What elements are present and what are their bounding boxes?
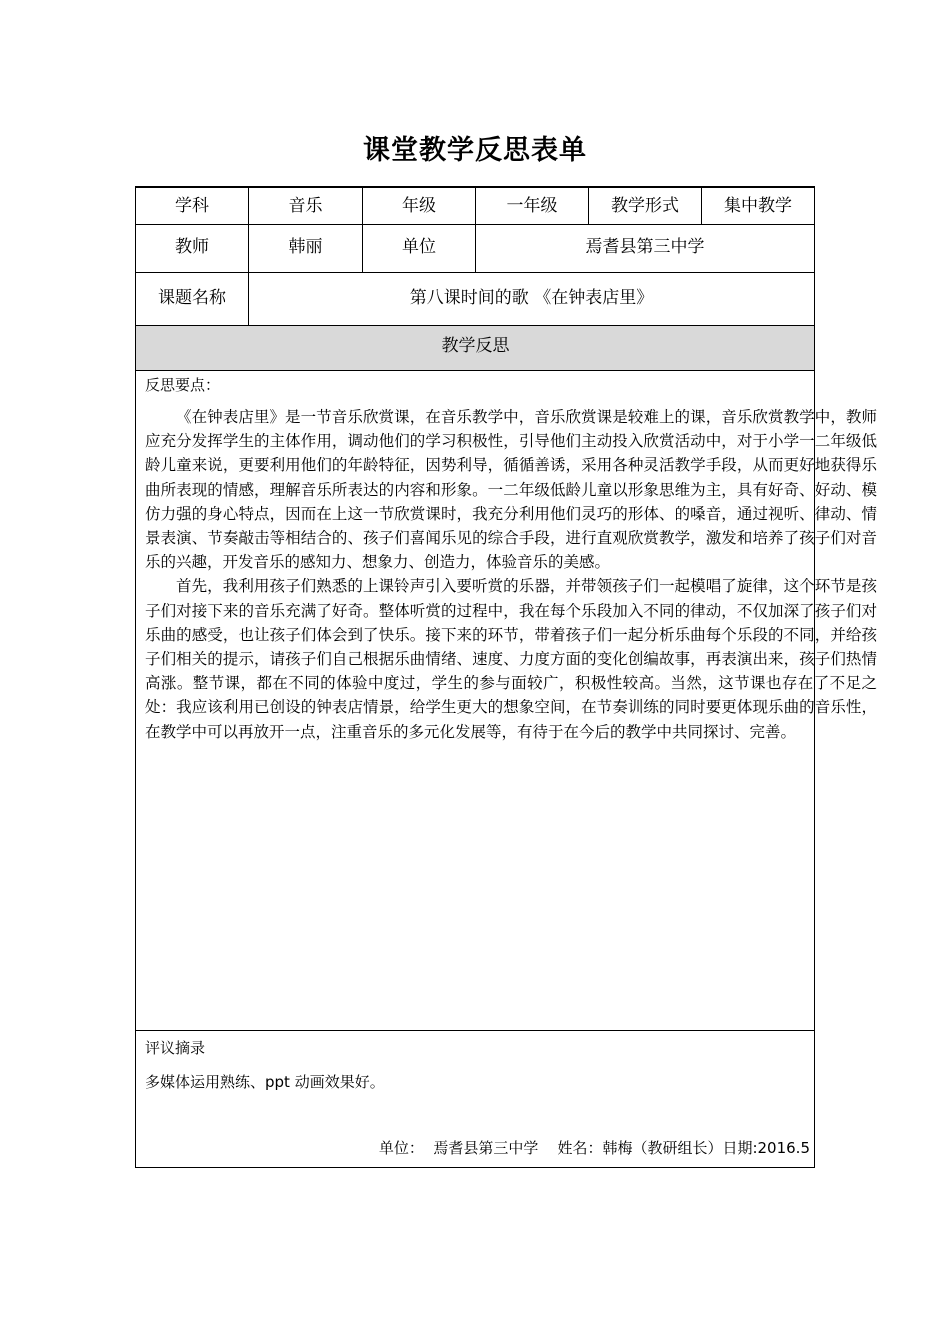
teaching-form-value: 集中教学 <box>724 195 792 216</box>
topic-value: 第八课时间的歌 《在钟表店里》 <box>409 287 654 308</box>
review-label: 评议摘录 <box>145 1039 206 1057</box>
teacher-value: 韩丽 <box>288 236 323 257</box>
teacher-label: 教师 <box>175 236 209 257</box>
table-border <box>135 1167 815 1168</box>
reflection-paragraph: 《在钟表店里》是一节音乐欣赏课，在音乐教学中，音乐欣赏课是较难上的课，音乐欣赏教学中，教师应充分发挥学生的主体作用，调动他们的学习积极性，引导他们主动投入欣赏活动中，对于小学一二年级低龄儿童来说，更要利用他们的年龄特征，因势利导，循循善诱，采用各种灵活教学手段，从而更好地获得乐曲所表现的情感，理解音乐所表达的内容和形象。一二年级低龄儿童以形象思维为主，具有好奇、好动、模仿力强的身心特点，因而在上这一节欣赏课时，我充分利用他们灵巧的形体、的嗓音，通过视听、律动、情景表演、节奏敲击等相结合的、孩子们喜闻乐见的综合手段，进行直观欣赏教学，激发和培养了孩子们对音乐的兴趣，开发音乐的感知力、想象力、创造力，体验音乐的美感。 <box>145 408 877 572</box>
teaching-form-label: 教学形式 <box>611 195 679 216</box>
subject-label: 学科 <box>175 195 209 216</box>
table-border <box>135 1030 815 1031</box>
unit-label: 单位 <box>402 236 436 257</box>
section-header: 教学反思 <box>441 335 510 356</box>
review-signature-line: 单位： 焉耆县第三中学 姓名：韩梅（教研组长）日期:2016.5 <box>378 1139 810 1157</box>
unit-value: 焉耆县第三中学 <box>585 236 705 257</box>
reflection-paragraph: 首先，我利用孩子们熟悉的上课铃声引入要听赏的乐器，并带领孩子们一起模唱了旋律，这个环节是孩子们对接下来的音乐充满了好奇。整体听赏的过程中，我在每个乐段加入不同的律动，不仅加深了孩子们对乐曲的感受，也让孩子们体会到了快乐。接下来的环节，带着孩子们一起分析乐曲每个乐段的不同，并给孩子们相关的提示，请孩子们自己根据乐曲情绪、速度、力度方面的变化创编故事，再表演出来，孩子们热情高涨。整节课，都在不同的体验中度过，学生的参与面较广，积极性较高。当然，这节课也存在了不足之处：我应该利用已创设的钟表店情景，给学生更大的想象空间，在节奏训练的同时要更体现乐曲的音乐性，在教学中可以再放开一点，注重音乐的多元化发展等，有待于在今后的教学中共同探讨、完善。 <box>145 577 877 741</box>
table-border <box>135 370 815 371</box>
grade-value: 一年级 <box>506 195 558 216</box>
reflection-body <box>145 405 877 744</box>
topic-label: 课题名称 <box>158 287 226 308</box>
page-title: 课堂教学反思表单 <box>363 135 587 166</box>
subject-value: 音乐 <box>288 195 323 216</box>
grade-label: 年级 <box>402 195 436 216</box>
review-text: 多媒体运用熟练、ppt 动画效果好。 <box>145 1073 385 1091</box>
reflection-label: 反思要点： <box>145 376 221 394</box>
